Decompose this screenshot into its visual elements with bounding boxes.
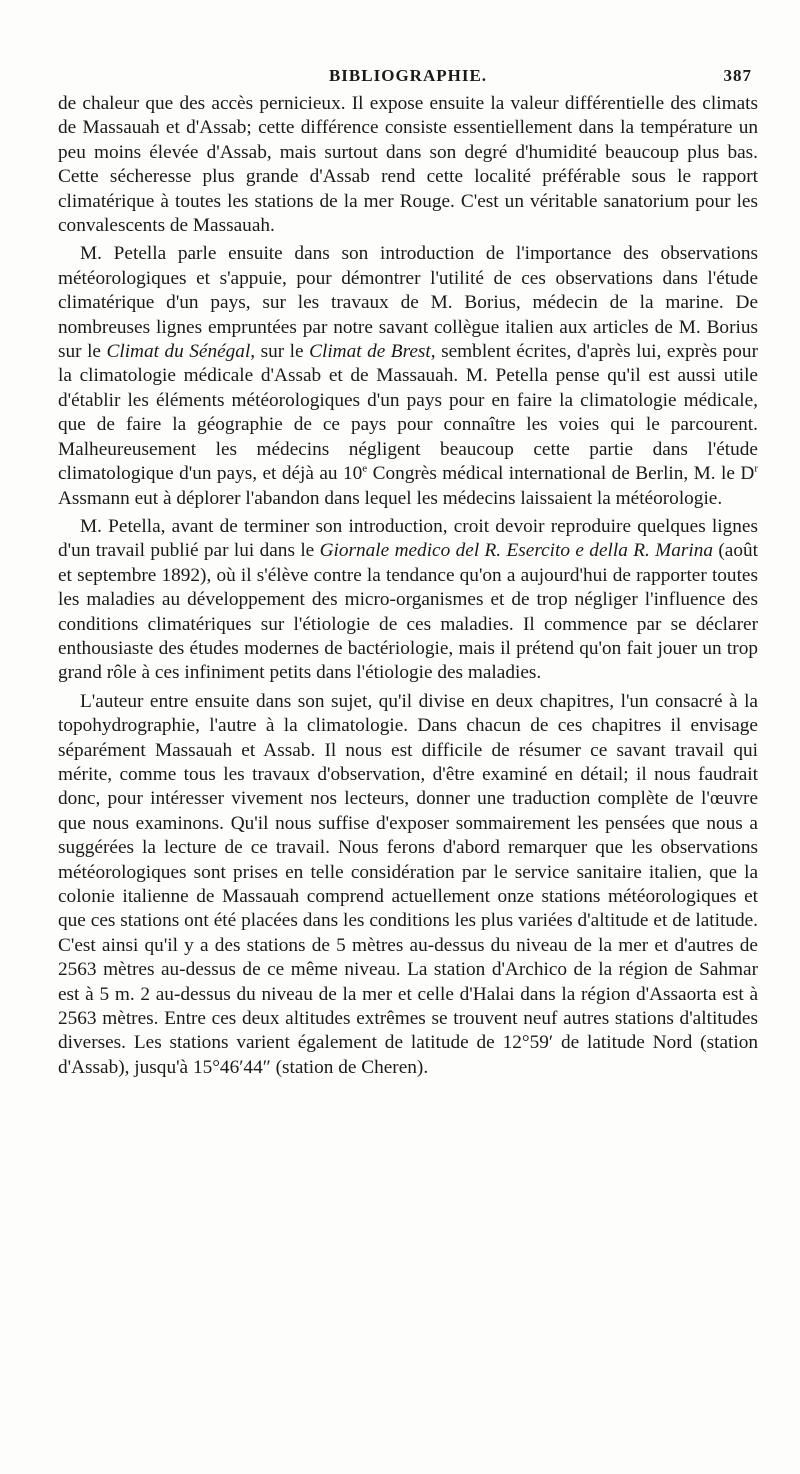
paragraph (58, 92, 758, 238)
paragraph (58, 515, 758, 686)
running-title: BIBLIOGRAPHIE. (328, 66, 488, 85)
text-run: Congrès médical international de Berlin, M. le D (367, 463, 755, 485)
paragraph (58, 690, 758, 1081)
text-run: (août et septembre 1892), où il s'élève contre la tendance qu'on a aujourd'hui de rapporter toutes les maladies au développement des micro-organismes et de trop négliger l'influence des conditions climatériques sur l'étiologie de ces maladies. Il commence par se déclarer enthousiaste des études modernes de bactériologie, mais il prétend qu'on fait jouer un trop grand rôle à ces infiniment petits dans l'étiologie des maladies. (58, 540, 759, 684)
italic-title: Climat de Brest (309, 341, 431, 363)
italic-title: Climat du Sénégal (106, 341, 251, 363)
text-run: M. Petella parle ensuite dans son introduction de l'importance des observations météorologiques et s'appuie, pour démontrer l'utilité de ces observations dans l'étude climatérique d'un pays, sur les travaux de M. Borius, médecin de la marine. De nombreuses lignes empruntées par notre savant collègue italien aux articles de M. Borius sur le (58, 243, 758, 363)
text-run: , sur le (250, 341, 310, 363)
running-head (58, 58, 758, 92)
text-run: , semblent écrites, d'après lui, exprès pour la climatologie médicale d'Assab et de Massauah. M. Petella pense qu'il est aussi utile d'établir les éléments météorologiques d'un pays pour en faire la climatologie médicale, que de faire la géographie de ce pays pour connaître les voies qui le parcourent. Malheureusement les médecins négligent beaucoup cette partie dans l'étude climatologique d'un pays, et déjà au 10 (58, 341, 758, 485)
superscript: r (754, 462, 758, 475)
superscript: e (362, 462, 368, 475)
text-run: Assmann eut à déplorer l'abandon dans lequel les médecins laissaient la météorologie. (58, 487, 723, 509)
text-run: de chaleur que des accès pernicieux. Il expose ensuite la valeur différentielle des climats de Massauah et d'Assab; cette différence consiste essentiellement dans la température un peu moins élevée d'Assab, mais surtout dans son degré d'humidité beaucoup plus bas. Cette sécheresse plus grande d'Assab rend cette localité préférable sous le rapport climatérique à toutes les stations de la mer Rouge. C'est un véritable sanatorium pour les convalescents de Massauah. (58, 93, 758, 237)
body-text (58, 92, 758, 1080)
paragraph (58, 242, 758, 510)
text-run: M. Petella, avant de terminer son introduction, croit devoir reproduire quelques lignes d'un travail publié par lui dans le (58, 515, 758, 562)
page-number: 387 (723, 66, 752, 85)
text-run: L'auteur entre ensuite dans son sujet, qu'il divise en deux chapitres, l'un consacré à la topohydrographie, l'autre à la climatologie. Dans chacun de ces chapitres il envisage séparément Massauah et Assab. Il nous est difficile de résumer ce savant travail qui mérite, comme tous les travaux d'observation, d'être examiné en détail; il nous faudrait donc, pour intéresser vivement nos lecteurs, donner une traduction complète de l'œuvre que nous examinons. Qu'il nous suffise d'exposer sommairement les pensées que nous a suggérées la lecture de ce travail. Nous ferons d'abord remarquer que les observations météorologiques sont prises en telle considération par le service sanitaire italien, que la colonie italienne de Massauah comprend actuellement onze stations météorologiques et que ces stations ont été placées dans les conditions les plus variées d'altitude et de latitude. C'est ainsi qu'il y a des stations de 5 mètres au-dessus du niveau de la mer et d'autres de 2563 mètres au-dessus de ce même niveau. La station d'Archico de la région de Sahmar est à 5 m. 2 au-dessus du niveau de la mer et celle d'Halai dans la région d'Assaorta est à 2563 mètres. Entre ces deux altitudes extrêmes se trouvent neuf autres stations d'altitudes diverses. Les stations varient également de latitude de 12°59′ de latitude Nord (station d'Assab), jusqu'à 15°46′44″ (station de Cheren). (58, 690, 758, 1078)
italic-title: Giornale medico del R. Esercito e della R. Marina (319, 540, 714, 562)
